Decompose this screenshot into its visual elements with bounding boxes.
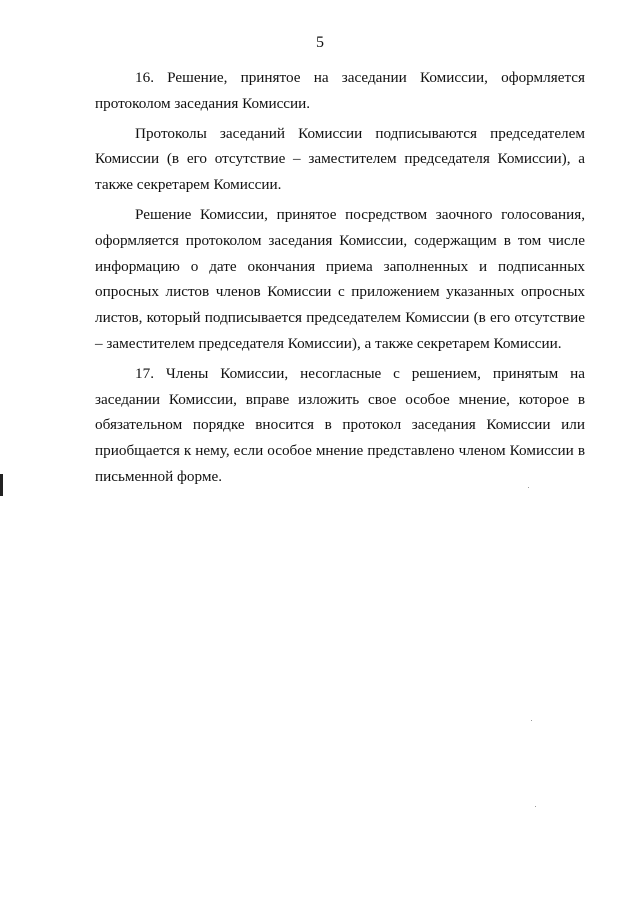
page-number: 5 [316,34,324,51]
document-body [95,65,585,490]
paragraph-16: 16. Решение, принятое на заседании Комиссии, оформляется протоколом заседания Комиссии. [95,69,585,112]
scan-margin-mark [0,474,3,496]
scan-dot [528,487,529,488]
paragraph-absentee-vote: Решение Комиссии, принятое посредством заочного голосования, оформляется протоколом заседания Комиссии, содержащим в том числе информацию о дате окончания приема заполненных и подписанных опросных листов членов Комиссии с приложением указанных опросных листов, который подписывается председателем Комиссии (в его отсутствие – заместителем председателя Комиссии), а также секретарем Комиссии. [95,205,585,352]
scan-dot [531,720,532,721]
paragraph-protocols-signing: Протоколы заседаний Комиссии подписываются председателем Комиссии (в его отсутствие – заместителем председателя Комиссии), а также секретарем Комиссии. [95,124,585,194]
paragraph-17: 17. Члены Комиссии, несогласные с решением, принятым на заседании Комиссии, вправе изложить свое особое мнение, которое в обязательном порядке вносится в протокол заседания Комиссии или приобщается к нему, если особое мнение представлено членом Комиссии в письменной форме. [95,364,585,485]
scan-dot [535,806,536,807]
